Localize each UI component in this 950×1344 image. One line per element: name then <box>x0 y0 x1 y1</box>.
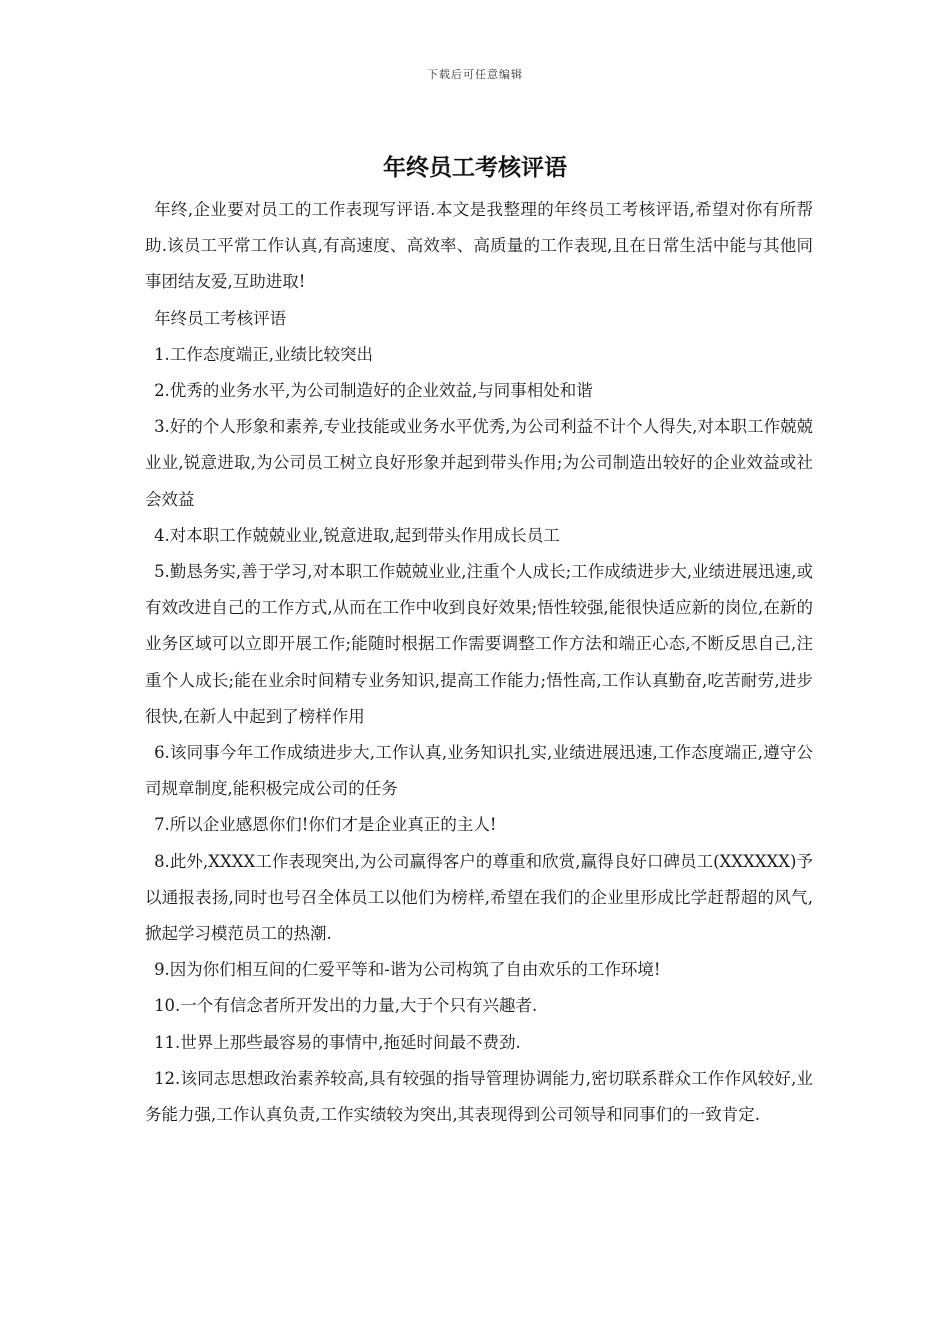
list-item: 5.勤恳务实,善于学习,对本职工作兢兢业业,注重个人成长;工作成绩进步大,业绩进展迅速,或有效改进自己的工作方式,从而在工作中收到良好效果;悟性较强,能很快适应新的岗位,在新的业务区域可以立即开展工作;能随时根据工作需要调整工作方法和端正心态,不断反思自己,注重个人成长;能在业余时间精专业务知识,提高工作能力;悟性高,工作认真勤奋,吃苦耐劳,进步很快,在新人中起到了榜样作用 <box>145 562 813 726</box>
list-item: 9.因为你们相互间的仁爱平等和-谐为公司构筑了自由欢乐的工作环境! <box>154 960 661 980</box>
list-item: 8.此外,XXXX工作表现突出,为公司赢得客户的尊重和欣赏,赢得良好口碑员工(XXXXXX)予以通报表扬,同时也号召全体员工以他们为榜样,希望在我们的企业里形成比学赶帮超的风气,掀起学习模范员工的热潮. <box>145 851 813 944</box>
list-item: 10.一个有信念者所开发出的力量,大于个只有兴趣者. <box>154 996 538 1016</box>
intro-paragraph: 年终,企业要对员工的工作表现写评语.本文是我整理的年终员工考核评语,希望对你有所帮助.该员工平常工作认真,有高速度、高效率、高质量的工作表现,且在日常生活中能与其他同事团结友爱,互助进取! <box>145 200 813 292</box>
list-item: 2.优秀的业务水平,为公司制造好的企业效益,与同事相处和谐 <box>154 381 593 401</box>
list-item: 12.该同志思想政治素养较高,具有较强的指导管理协调能力,密切联系群众工作作风较好,业务能力强,工作认真负责,工作实绩较为突出,其表现得到公司领导和同事们的一致肯定. <box>145 1068 813 1125</box>
list-item: 1.工作态度端正,业绩比较突出 <box>154 344 374 364</box>
section-heading: 年终员工考核评语 <box>154 308 287 328</box>
list-item: 3.好的个人形象和素养,专业技能或业务水平优秀,为公司利益不计个人得失,对本职工作兢兢业业,锐意进取,为公司员工树立良好形象并起到带头作用;为公司制造出较好的企业效益或社会效益 <box>145 417 813 509</box>
document-title: 年终员工考核评语 <box>383 154 567 181</box>
list-item: 11.世界上那些最容易的事情中,拖延时间最不费劲. <box>154 1032 521 1052</box>
list-item: 6.该同事今年工作成绩进步大,工作认真,业务知识扎实,业绩进展迅速,工作态度端正,遵守公司规章制度,能积极完成公司的任务 <box>145 743 813 799</box>
list-item: 7.所以企业感恩你们!你们才是企业真正的主人! <box>154 815 497 835</box>
document-body <box>145 192 813 1133</box>
list-item: 4.对本职工作兢兢业业,锐意进取,起到带头作用成长员工 <box>154 525 560 545</box>
header-note: 下载后可任意编辑 <box>427 68 523 81</box>
